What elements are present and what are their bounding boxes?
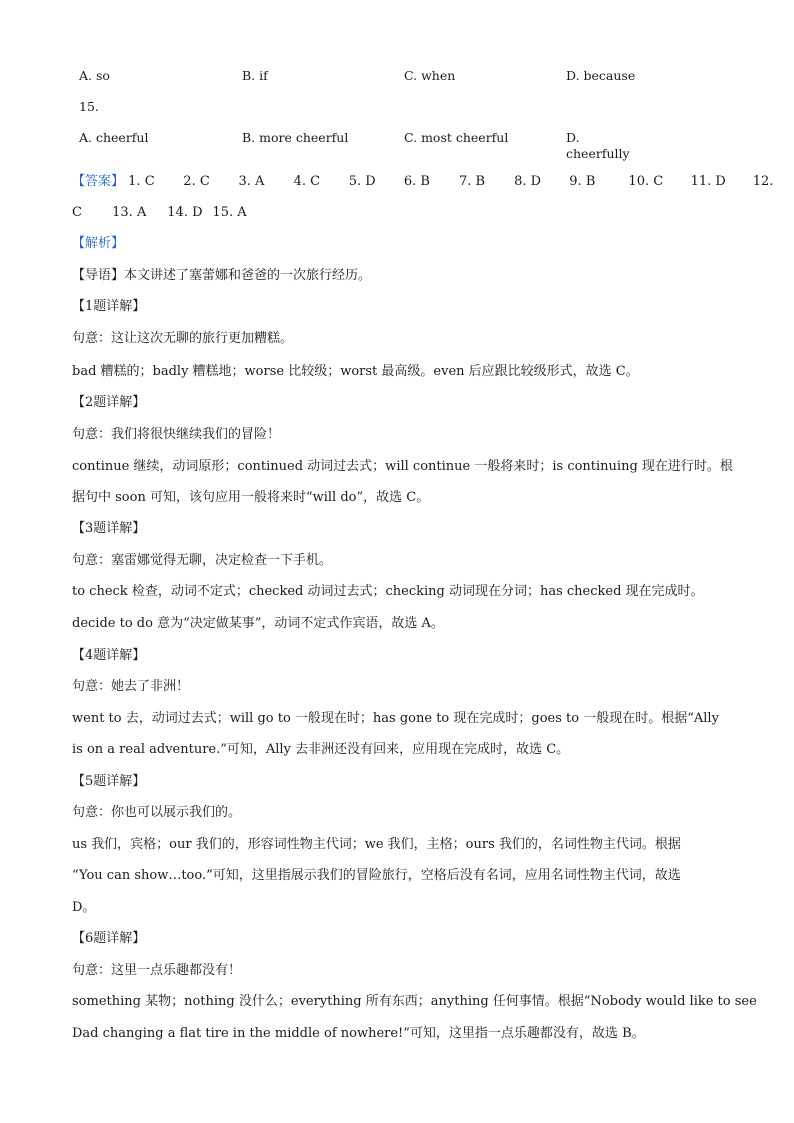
q15-option-d: D. xyxy=(566,130,580,145)
section-5-explanation: “You can show…too.”可知，这里指展示我们的冒险旅行，空格后没有名词，应用名词性物主代词，故选 xyxy=(72,868,681,883)
section-6-heading: 【6题详解】 xyxy=(72,931,146,946)
section-4-meaning: 句意：她去了非洲！ xyxy=(72,679,190,694)
section-3-explanation: decide to do 意为“决定做某事”，动词不定式作宾语，故选 A。 xyxy=(72,616,444,631)
q14-option-d: D. because xyxy=(566,68,636,83)
section-1-meaning: 句意：这让这次无聊的旅行更加糟糕。 xyxy=(72,331,294,346)
section-4-explanation: went to 去，动词过去式；will go to 一般现在时；has gone to 现在完成时；goes to 一般现在时。根据“Ally xyxy=(72,711,719,726)
section-3-heading: 【3题详解】 xyxy=(72,521,146,536)
q15-option-d-text: cheerfully xyxy=(566,146,630,161)
section-5-meaning: 句意：你也可以展示我们的。 xyxy=(72,805,242,820)
q14-option-a: A. so xyxy=(79,68,110,83)
section-4-heading: 【4题详解】 xyxy=(72,648,146,663)
guide-text: 【导语】本文讲述了塞蕾娜和爸爸的一次旅行经历。 xyxy=(72,268,372,283)
section-4-explanation: is on a real adventure.”可知，Ally 去非洲还没有回来，应用现在完成时，故选 C。 xyxy=(72,742,570,757)
answer-item: 6. B xyxy=(403,174,430,189)
answer-item: 15. A xyxy=(212,205,247,220)
section-3-meaning: 句意：塞雷娜觉得无聊，决定检查一下手机。 xyxy=(72,553,333,568)
answer-item: 14. D xyxy=(167,205,203,220)
answer-tag: 【答案】 xyxy=(72,174,125,189)
q15-option-a: A. cheerful xyxy=(79,130,149,145)
section-5-heading: 【5题详解】 xyxy=(72,774,146,789)
section-2-explanation: 据句中 soon 可知，该句应用一般将来时“will do”，故选 C。 xyxy=(72,490,430,505)
q14-option-c: C. when xyxy=(404,68,456,83)
q15-option-c: C. most cheerful xyxy=(404,130,509,145)
answer-item: 3. A xyxy=(238,174,265,189)
answer-item: C xyxy=(72,205,82,220)
answer-item: 5. D xyxy=(348,174,376,189)
answer-item: 8. D xyxy=(514,174,542,189)
section-2-meaning: 句意：我们将很快继续我们的冒险！ xyxy=(72,427,281,442)
q15-number: 15. xyxy=(79,99,99,114)
section-5-explanation: D。 xyxy=(72,900,96,915)
section-5-explanation: us 我们，宾格；our 我们的，形容词性物主代词；we 我们，主格；ours 我们的，名词性物主代词。根据 xyxy=(72,837,681,852)
answer-item: 10. C xyxy=(628,174,664,189)
answer-item: 13. A xyxy=(112,205,147,220)
answer-item: 7. B xyxy=(459,174,486,189)
answer-item: 12. xyxy=(752,174,774,189)
q14-option-b: B. if xyxy=(242,68,268,83)
section-2-explanation: continue 继续，动词原形；continued 动词过去式；will continue 一般将来时；is continuing 现在进行时。根 xyxy=(72,459,733,474)
q15-option-b: B. more cheerful xyxy=(242,130,349,145)
answer-item: 2. C xyxy=(183,174,210,189)
section-1-explanation: bad 糟糕的；badly 糟糕地；worse 比较级；worst 最高级。even 后应跟比较级形式，故选 C。 xyxy=(72,364,639,379)
section-1-heading: 【1题详解】 xyxy=(72,299,146,314)
section-6-meaning: 句意：这里一点乐趣都没有！ xyxy=(72,963,242,978)
answers-row-1 xyxy=(72,172,774,192)
answer-item: 4. C xyxy=(293,174,321,189)
section-6-explanation: Dad changing a flat tire in the middle of nowhere!”可知，这里指一点乐趣都没有，故选 B。 xyxy=(72,1026,645,1041)
answer-item: 11. D xyxy=(690,174,726,189)
analysis-tag: 【解析】 xyxy=(72,236,125,251)
section-2-heading: 【2题详解】 xyxy=(72,395,146,410)
answers-row-2 xyxy=(72,203,722,223)
answer-item: 1. C xyxy=(128,174,155,189)
section-3-explanation: to check 检查，动词不定式；checked 动词过去式；checking 动词现在分词；has checked 现在完成时。 xyxy=(72,584,704,599)
answer-item: 9. B xyxy=(569,174,596,189)
section-6-explanation: something 某物；nothing 没什么；everything 所有东西；anything 任何事情。根据“Nobody would like to see xyxy=(72,994,757,1009)
